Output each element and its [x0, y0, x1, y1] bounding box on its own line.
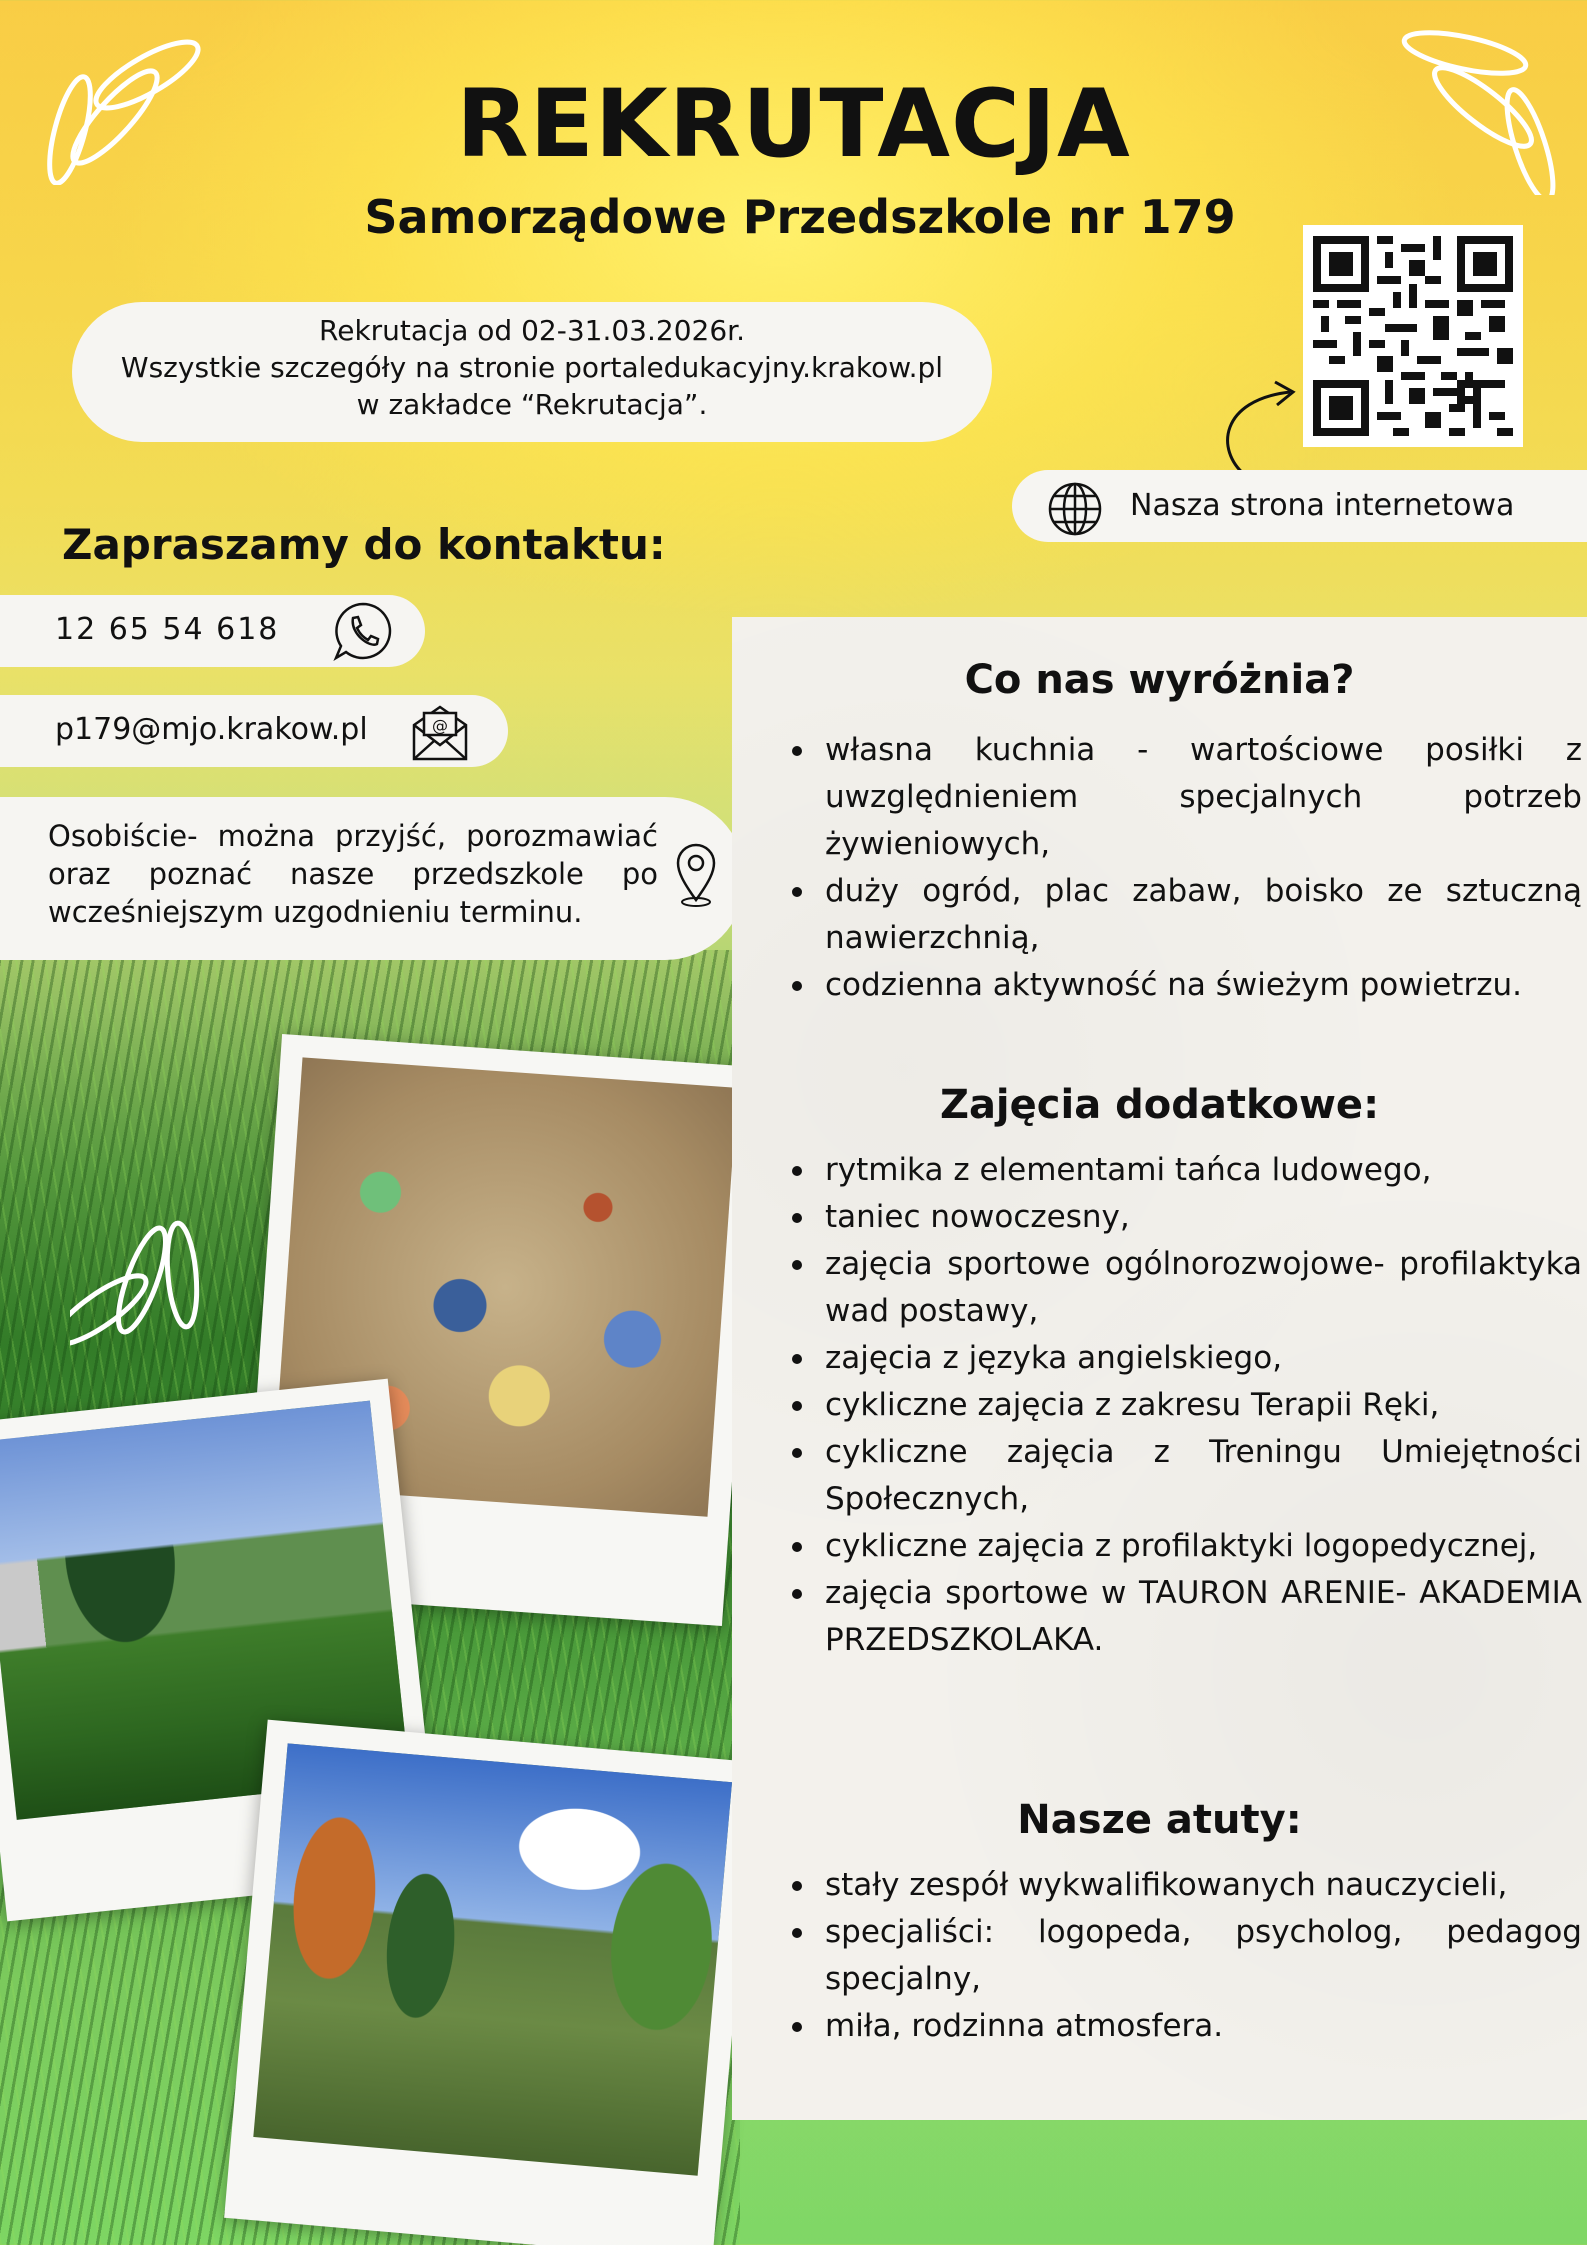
- list-item: specjaliści: logopeda, psycholog, pedagog specjalny,: [792, 1909, 1582, 2003]
- recruitment-info-box: [72, 302, 992, 442]
- list-item: cykliczne zajęcia z profilaktyki logopedycznej,: [792, 1523, 1582, 1570]
- recruitment-dates: Rekrutacja od 02-31.03.2026r.: [319, 314, 745, 347]
- list-item: własna kuchnia - wartościowe posiłki z uwzględnieniem specjalnych potrzeb żywieniowych,: [792, 727, 1582, 868]
- list-item: stały zespół wykwalifikowanych nauczycieli,: [792, 1862, 1582, 1909]
- page-title: REKRUTACJA: [456, 70, 1131, 179]
- info-panel: [732, 617, 1587, 2120]
- phone-number[interactable]: 12 65 54 618: [55, 612, 280, 647]
- recruitment-tab: w zakładce “Rekrutacja”.: [356, 388, 708, 421]
- activities-title: Zajęcia dodatkowe:: [939, 1082, 1380, 1128]
- email-contact[interactable]: [0, 695, 508, 767]
- list-item: cykliczne zajęcia z zakresu Terapii Ręki,: [792, 1382, 1582, 1429]
- page-subtitle: Samorządowe Przedszkole nr 179: [364, 190, 1236, 244]
- email-address[interactable]: p179@mjo.krakow.pl: [55, 712, 368, 747]
- list-item: codzienna aktywność na świeżym powietrzu.: [792, 962, 1582, 1009]
- garden-photo-image: [253, 1743, 732, 2175]
- doodle-left-icon: [70, 1215, 210, 1365]
- website-label: Nasza strona internetowa: [1130, 488, 1515, 523]
- list-item: zajęcia z języka angielskiego,: [792, 1335, 1582, 1382]
- list-item: duży ogród, plac zabaw, boisko ze sztuczną nawierzchnią,: [792, 868, 1582, 962]
- location-pin-icon: [675, 842, 717, 908]
- photo-garden: [224, 1720, 756, 2245]
- globe-icon: [1047, 481, 1103, 537]
- arrow-icon: [1205, 370, 1305, 480]
- advantages-list: [792, 1862, 1582, 2050]
- features-list: [792, 727, 1582, 1009]
- list-item: taniec nowoczesny,: [792, 1194, 1582, 1241]
- visit-contact: [0, 797, 745, 960]
- contact-title: Zapraszamy do kontaktu:: [62, 520, 666, 569]
- list-item: cykliczne zajęcia z Treningu Umiejętności Społecznych,: [792, 1429, 1582, 1523]
- list-item: rytmika z elementami tańca ludowego,: [792, 1147, 1582, 1194]
- visit-info: Osobiście- można przyjść, porozmawiać oraz poznać nasze przedszkole po wcześniejszym uzgodnieniu terminu.: [48, 819, 658, 929]
- list-item: miła, rodzinna atmosfera.: [792, 2003, 1582, 2050]
- website-link[interactable]: [1012, 470, 1587, 542]
- qr-code[interactable]: [1303, 225, 1523, 447]
- envelope-icon: [410, 701, 470, 763]
- whatsapp-phone-icon: [332, 600, 394, 662]
- advantages-title: Nasze atuty:: [1017, 1797, 1302, 1843]
- phone-contact[interactable]: [0, 595, 425, 667]
- features-title: Co nas wyróżnia?: [964, 657, 1355, 703]
- svg-text:@: @: [432, 716, 448, 735]
- qr-code-icon: [1313, 235, 1513, 437]
- list-item: zajęcia sportowe w TAURON ARENIE- AKADEMIA PRZEDSZKOLAKA.: [792, 1570, 1582, 1664]
- recruitment-details[interactable]: Wszystkie szczegóły na stronie portaledukacyjny.krakow.pl: [120, 351, 944, 384]
- activities-list: [792, 1147, 1582, 1664]
- list-item: zajęcia sportowe ogólnorozwojowe- profilaktyka wad postawy,: [792, 1241, 1582, 1335]
